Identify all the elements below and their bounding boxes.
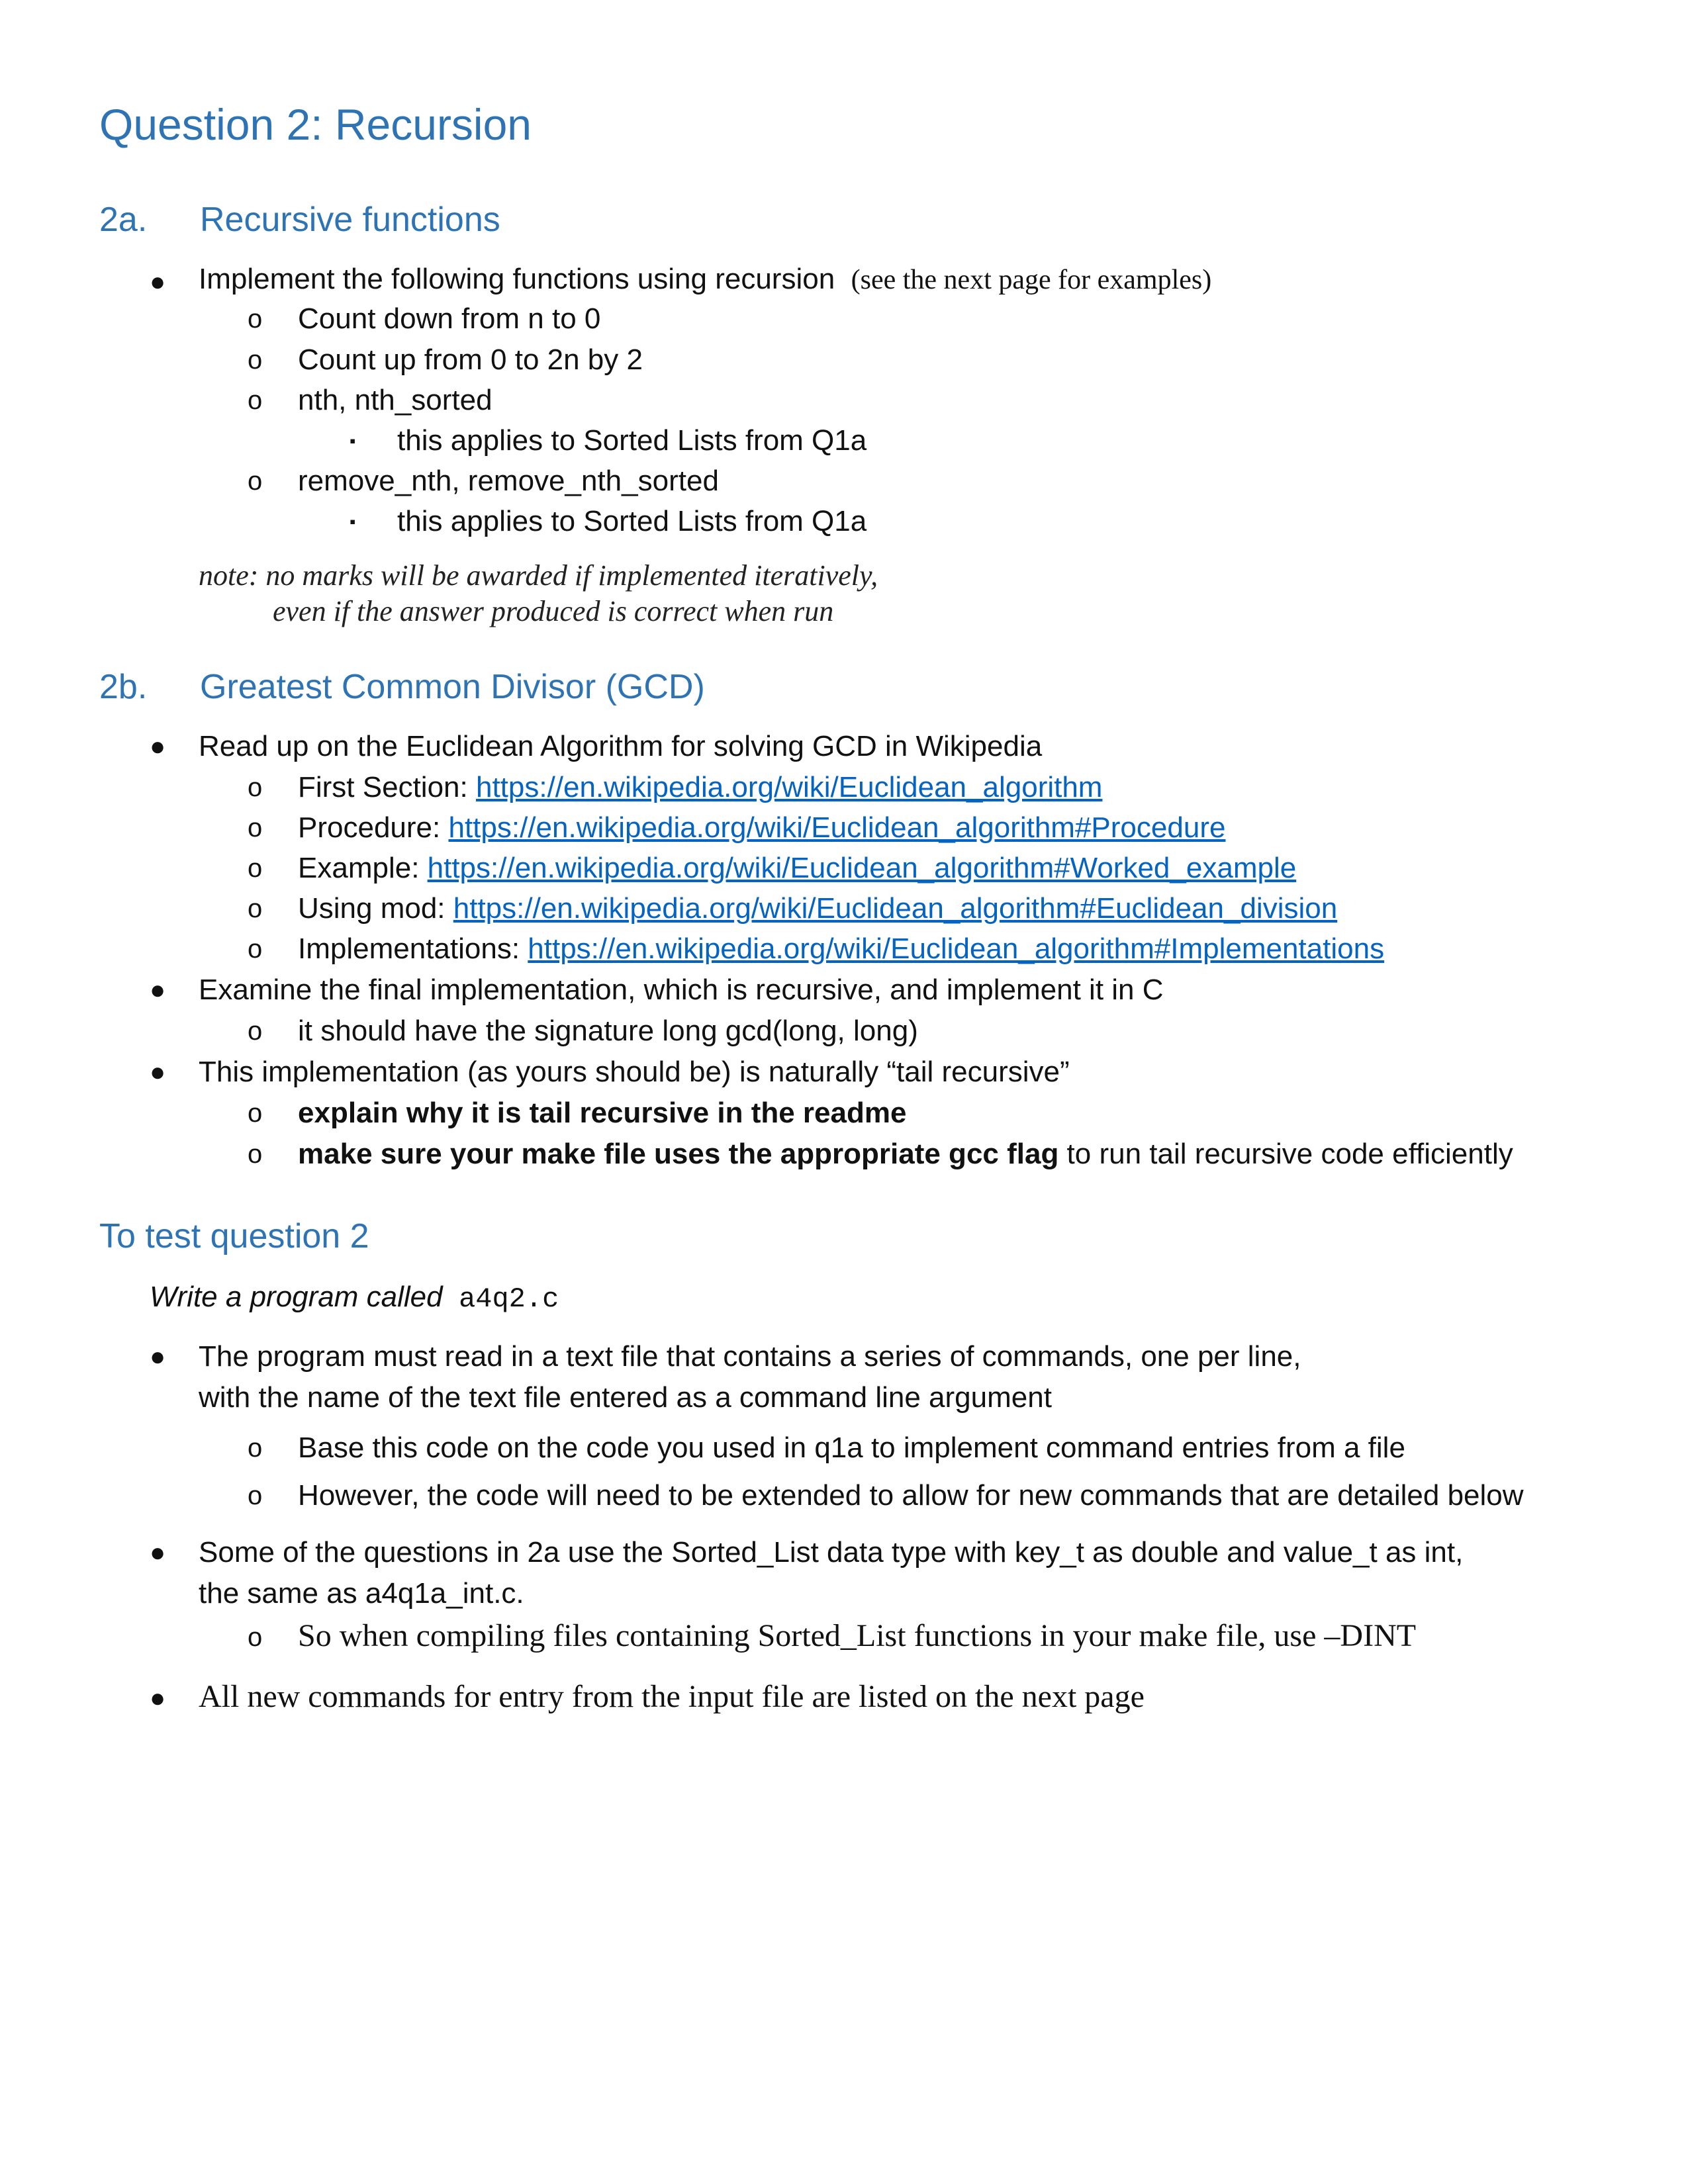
link-item: Example: https://en.wikipedia.org/wiki/Euclidean_algorithm#Worked_example: [298, 852, 1297, 884]
bullet-circle-icon: o: [248, 304, 263, 334]
list-item: this applies to Sorted Lists from Q1a: [397, 424, 867, 457]
bullet-disc-icon: ●: [150, 267, 166, 296]
read-line-2: with the name of the text file entered as a command line argument: [199, 1381, 1052, 1414]
bullet-circle-icon: o: [248, 1623, 263, 1652]
bullet-circle-icon: o: [248, 773, 263, 802]
section-2a-intro: Implement the following functions using recursion (see the next page for examples): [199, 263, 1212, 295]
wiki-link-example[interactable]: https://en.wikipedia.org/wiki/Euclidean_algorithm#Worked_example: [427, 852, 1297, 884]
wiki-link-using-mod[interactable]: https://en.wikipedia.org/wiki/Euclidean_algorithm#Euclidean_division: [453, 892, 1338, 925]
however-text: However, the code will need to be extended to allow for new commands that are detailed below: [298, 1479, 1524, 1512]
bullet-disc-icon: ●: [150, 1342, 166, 1371]
bullet-circle-icon: o: [248, 813, 263, 842]
list-item: this applies to Sorted Lists from Q1a: [397, 505, 867, 537]
explain-text: explain why it is tail recursive in the readme: [298, 1097, 907, 1129]
bullet-disc-icon: ●: [150, 1058, 166, 1087]
note-line-2: even if the answer produced is correct when run: [273, 595, 834, 627]
all-new-text: All new commands for entry from the input file are listed on the next page: [199, 1679, 1145, 1714]
section-2b-intro: Read up on the Euclidean Algorithm for solving GCD in Wikipedia: [199, 730, 1043, 762]
bullet-circle-icon: o: [248, 1017, 263, 1046]
bullet-circle-icon: o: [248, 467, 263, 496]
link-item: First Section: https://en.wikipedia.org/wiki/Euclidean_algorithm: [298, 771, 1103, 803]
program-name: a4q2.c: [459, 1283, 559, 1315]
write-program-line: Write a program called a4q2.c: [150, 1281, 559, 1315]
note-line-1: note: no marks will be awarded if implemented iteratively,: [199, 559, 878, 592]
bullet-circle-icon: o: [248, 854, 263, 883]
link-item: Implementations: https://en.wikipedia.org/wiki/Euclidean_algorithm#Implementations: [298, 933, 1385, 965]
section-2b-title: Greatest Common Divisor (GCD): [200, 668, 705, 706]
bullet-square-icon: ▪: [350, 431, 356, 451]
bullet-circle-icon: o: [248, 1433, 263, 1463]
section-2a-title: Recursive functions: [200, 201, 500, 239]
page-title: Question 2: Recursion: [99, 100, 532, 149]
bullet-circle-icon: o: [248, 386, 263, 415]
list-item: remove_nth, remove_nth_sorted: [298, 465, 719, 497]
bullet-circle-icon: o: [248, 345, 263, 375]
some-line-2: the same as a4q1a_int.c.: [199, 1577, 524, 1610]
bullet-disc-icon: ●: [150, 732, 166, 761]
wiki-link-procedure[interactable]: https://en.wikipedia.org/wiki/Euclidean_algorithm#Procedure: [448, 811, 1226, 844]
wiki-link-first-section[interactable]: https://en.wikipedia.org/wiki/Euclidean_algorithm: [475, 771, 1103, 803]
wiki-link-implementations[interactable]: https://en.wikipedia.org/wiki/Euclidean_algorithm#Implementations: [528, 933, 1385, 965]
section-2b-heading: [99, 667, 705, 707]
section-2a-number: 2a.: [99, 201, 148, 239]
base-text: Base this code on the code you used in q1a to implement command entries from a file: [298, 1432, 1405, 1464]
bullet-square-icon: ▪: [350, 512, 356, 531]
examine-text: Examine the final implementation, which is recursive, and implement it in C: [199, 974, 1164, 1006]
tail-recursive-text: This implementation (as yours should be) is naturally “tail recursive”: [199, 1056, 1070, 1088]
bullet-circle-icon: o: [248, 1099, 263, 1128]
list-item: nth, nth_sorted: [298, 384, 492, 416]
bullet-circle-icon: o: [248, 894, 263, 923]
bullet-circle-icon: o: [248, 1140, 263, 1169]
some-line-1: Some of the questions in 2a use the Sorted_List data type with key_t as double and value_t as int,: [199, 1536, 1464, 1569]
link-item: Procedure: https://en.wikipedia.org/wiki/Euclidean_algorithm#Procedure: [298, 811, 1226, 844]
read-line-1: The program must read in a text file that contains a series of commands, one per line,: [199, 1340, 1301, 1373]
test-heading: To test question 2: [99, 1217, 369, 1255]
bullet-disc-icon: ●: [150, 1684, 166, 1713]
signature-text: it should have the signature long gcd(long, long): [298, 1015, 918, 1047]
compile-text: So when compiling files containing Sorted_List functions in your make file, use –DINT: [298, 1618, 1417, 1653]
list-item: Count up from 0 to 2n by 2: [298, 343, 643, 376]
bullet-circle-icon: o: [248, 1481, 263, 1510]
link-item: Using mod: https://en.wikipedia.org/wiki/Euclidean_algorithm#Euclidean_division: [298, 892, 1338, 925]
bullet-disc-icon: ●: [150, 1538, 166, 1567]
bullet-disc-icon: ●: [150, 976, 166, 1005]
make-file-text: make sure your make file uses the appropriate gcc flag to run tail recursive code efficiently: [298, 1138, 1513, 1170]
intro-aside: (see the next page for examples): [851, 265, 1212, 295]
section-2a-heading: [99, 200, 500, 240]
list-item: Count down from n to 0: [298, 302, 601, 335]
bullet-circle-icon: o: [248, 934, 263, 964]
section-2b-number: 2b.: [99, 668, 148, 706]
